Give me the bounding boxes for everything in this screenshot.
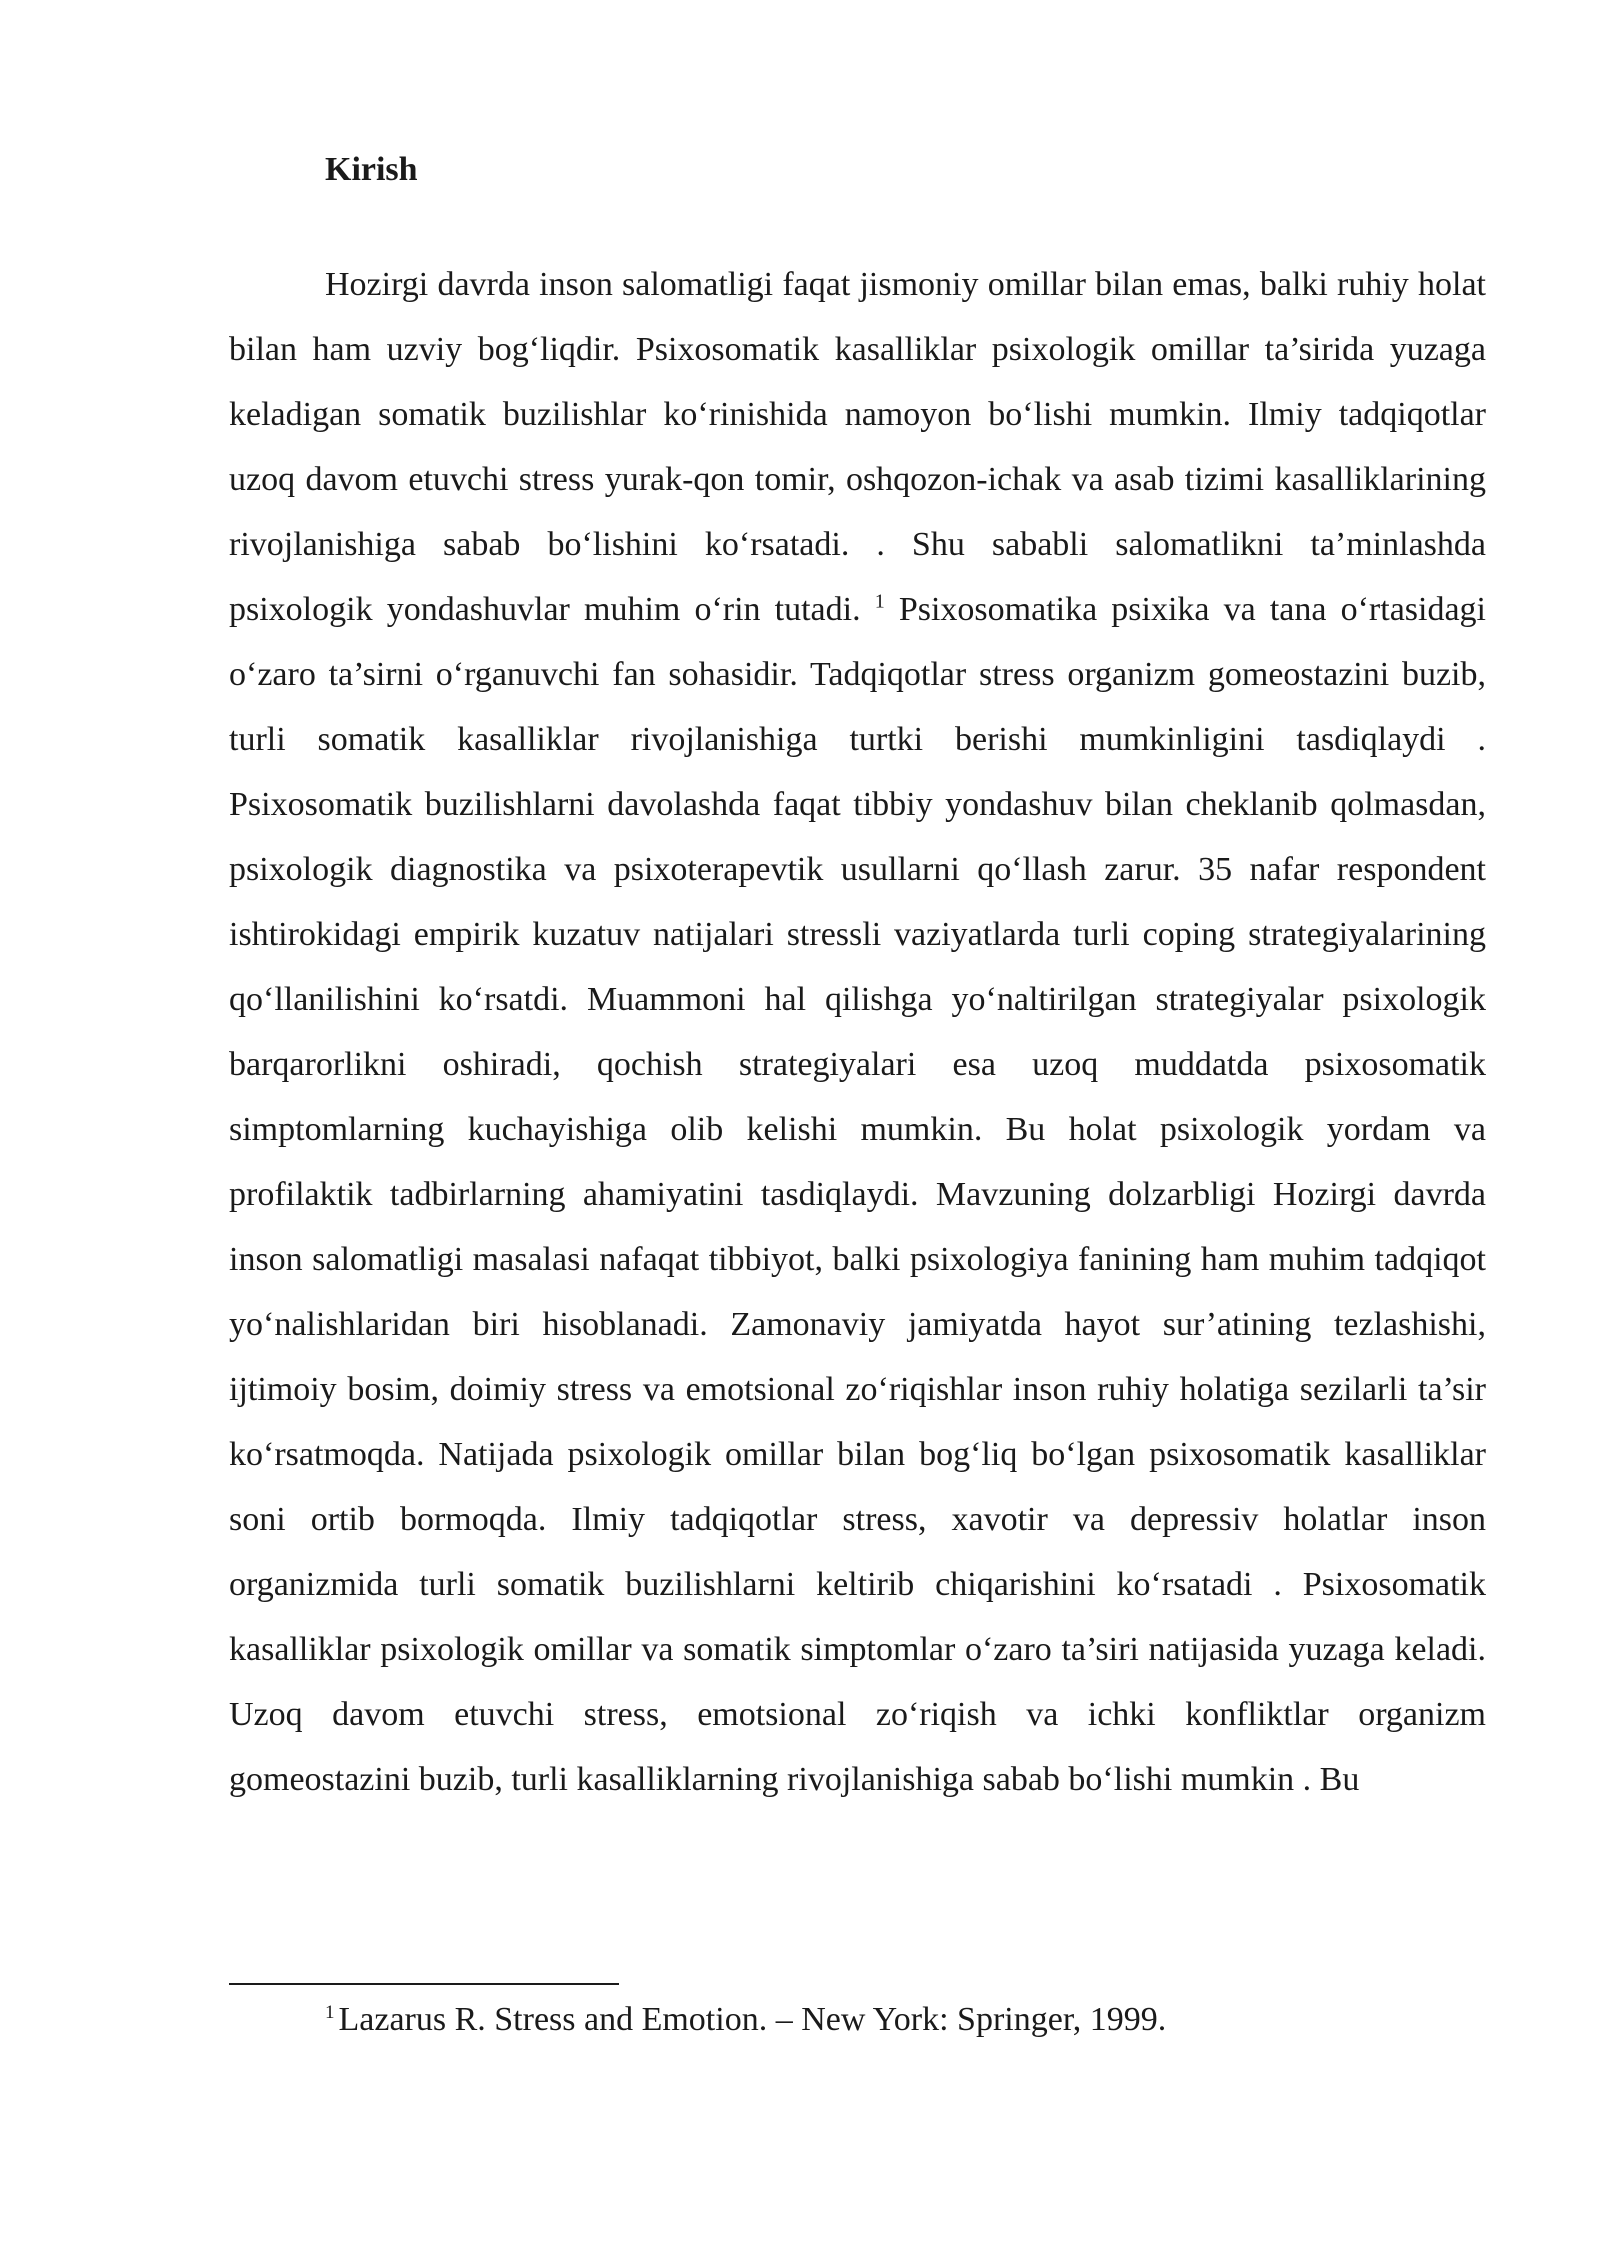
body-text-part-1: Hozirgi davrda inson salomatligi faqat jismoniy omillar bilan emas, balki ruhiy holat bilan ham uzviy bog‘liqdir. Psixosomatik kasalliklar psixologik omillar ta’sirida yuzaga keladigan somatik buzilishlar ko‘rinishida namoyon bo‘lishi mumkin. Ilmiy tadqiqotlar uzoq davom etuvchi stress yurak-qon tomir, oshqozon-ichak va asab tizimi kasalliklarining rivojlanishiga sabab bo‘lishini ko‘rsatadi. . Shu sababli salomatlikni ta’minlashda psixologik yondashuvlar muhim o‘rin tutadi.: [229, 266, 1486, 628]
section-heading: Kirish: [325, 151, 418, 188]
footnote-text: Lazarus R. Stress and Emotion. – New York: Springer, 1999.: [338, 2001, 1167, 2038]
body-paragraph: [229, 252, 1486, 1812]
body-text-part-2: Psixosomatika psixika va tana o‘rtasidagi o‘zaro ta’sirni o‘rganuvchi fan sohasidir. Tadqiqotlar stress organizm gomeostazini buzib, turli somatik kasalliklar rivojlanishiga turtki berishi mumkinligini tasdiqlaydi . Psixosomatik buzilishlarni davolashda faqat tibbiy yondashuv bilan cheklanib qolmasdan, psixologik diagnostika va psixoterapevtik usullarni qo‘llash zarur. 35 nafar respondent ishtirokidagi empirik kuzatuv natijalari stressli vaziyatlarda turli coping strategiyalarining qo‘llanilishini ko‘rsatdi. Muammoni hal qilishga yo‘naltirilgan strategiyalar psixologik barqarorlikni oshiradi, qochish strategiyalari esa uzoq muddatda psixosomatik simptomlarning kuchayishiga olib kelishi mumkin. Bu holat psixologik yordam va profilaktik tadbirlarning ahamiyatini tasdiqlaydi. Mavzuning dolzarbligi Hozirgi davrda inson salomatligi masalasi nafaqat tibbiyot, balki psixologiya fanining ham muhim tadqiqot yo‘nalishlaridan biri hisoblanadi. Zamonaviy jamiyatda hayot sur’atining tezlashishi, ijtimoiy bosim, doimiy stress va emotsional zo‘riqishlar inson ruhiy holatiga sezilarli ta’sir ko‘rsatmoqda. Natijada psixologik omillar bilan bog‘liq bo‘lgan psixosomatik kasalliklar soni ortib bormoqda. Ilmiy tadqiqotlar stress, xavotir va depressiv holatlar inson organizmida turli somatik buzilishlarni keltirib chiqarishini ko‘rsatadi . Psixosomatik kasalliklar psixologik omillar va somatik simptomlar o‘zaro ta’siri natijasida yuzaga keladi. Uzoq davom etuvchi stress, emotsional zo‘riqish va ichki konfliktlar organizm gomeostazini buzib, turli kasalliklarning rivojlanishiga sabab bo‘lishi mumkin . Bu: [229, 591, 1486, 1798]
footnote-separator: [229, 1983, 619, 1985]
footnote-reference: 1: [874, 590, 885, 613]
footnote: [325, 1996, 1166, 2044]
footnote-mark: 1: [325, 2001, 335, 2023]
